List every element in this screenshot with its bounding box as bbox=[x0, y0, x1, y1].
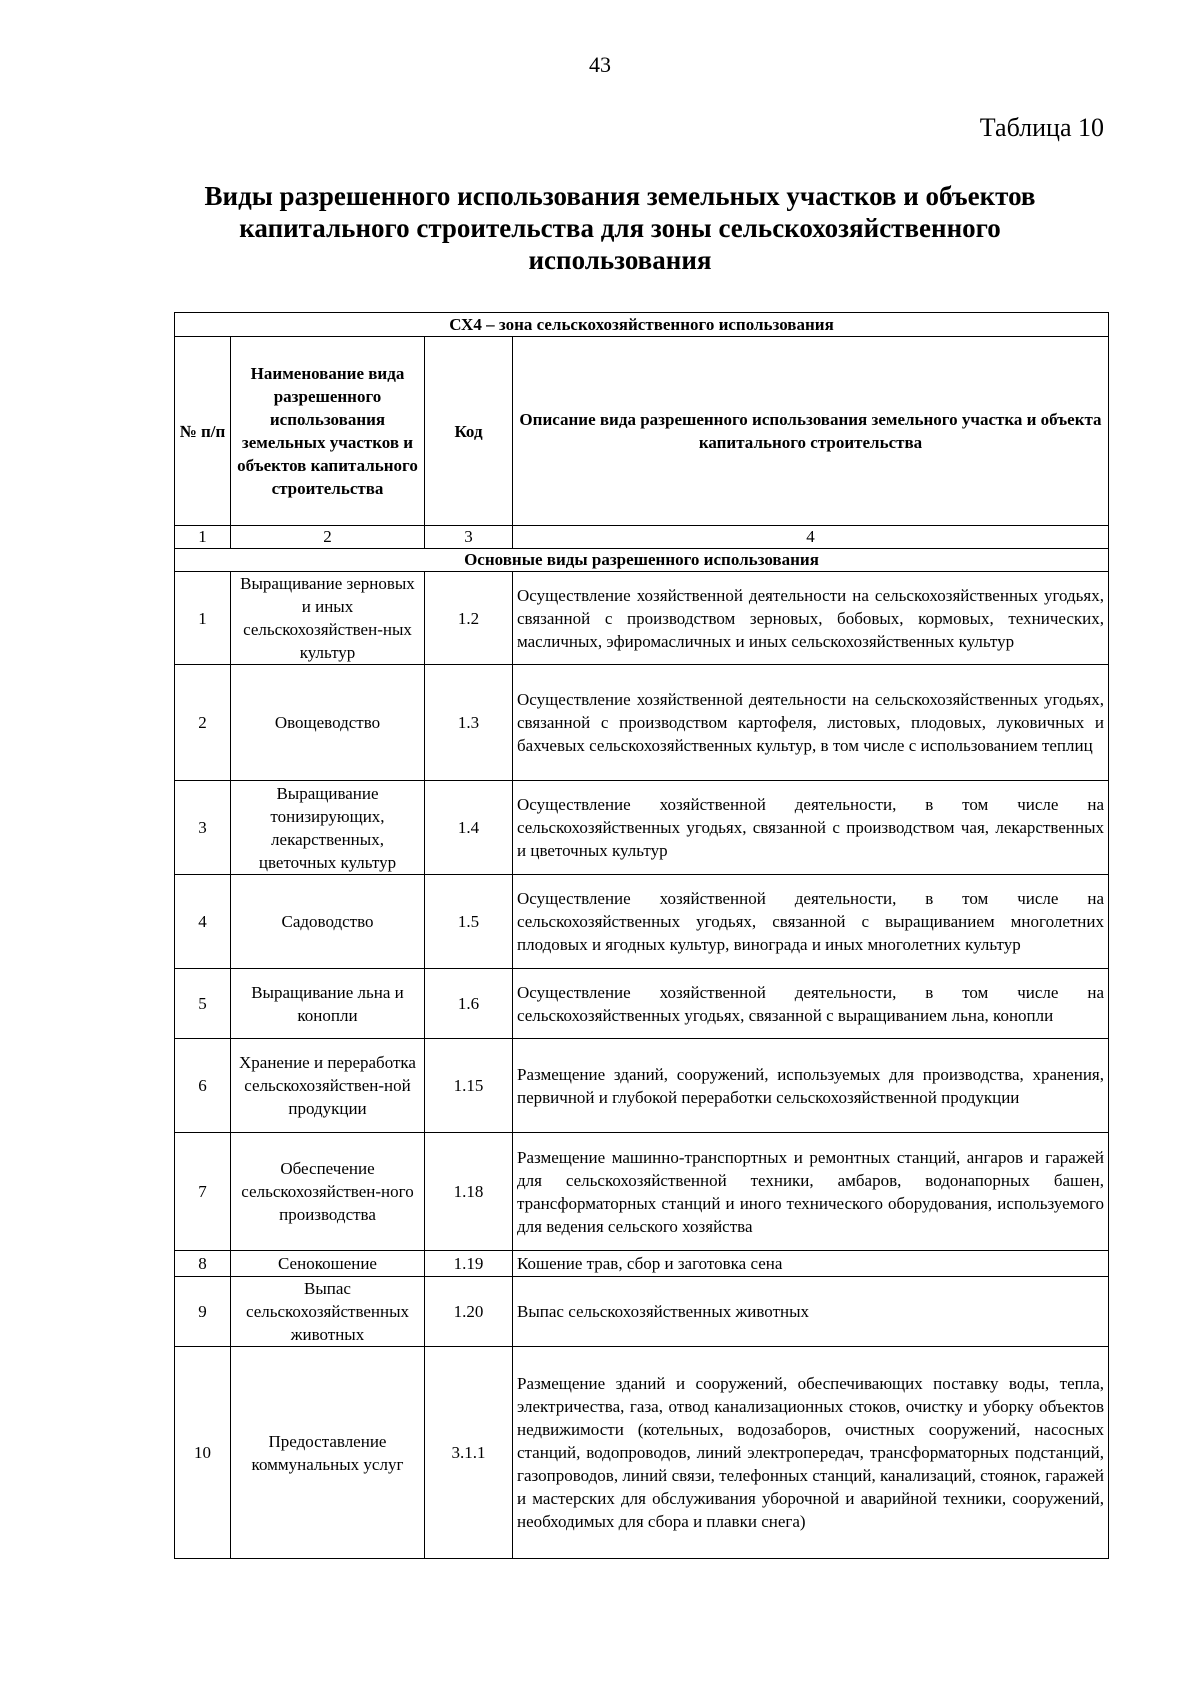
row-code: 1.20 bbox=[425, 1277, 513, 1347]
column-index: 1 bbox=[175, 526, 231, 549]
document-title: Виды разрешенного использования земельных участков и объектов капитального строительства для зоны сельскохозяйственного использования bbox=[204, 181, 1036, 275]
row-code: 1.15 bbox=[425, 1039, 513, 1133]
row-name: Садоводство bbox=[231, 875, 425, 969]
page-number: 43 bbox=[589, 52, 611, 77]
column-header-code: Код bbox=[425, 337, 513, 526]
table-row bbox=[175, 875, 1109, 969]
row-description: Кошение трав, сбор и заготовка сена bbox=[513, 1251, 1109, 1277]
row-name: Предоставление коммунальных услуг bbox=[231, 1347, 425, 1559]
row-name: Выращивание зерновых и иных сельскохозяйствен-ных культур bbox=[231, 572, 425, 665]
row-code: 1.6 bbox=[425, 969, 513, 1039]
table-row bbox=[175, 969, 1109, 1039]
column-index: 3 bbox=[425, 526, 513, 549]
row-code: 1.3 bbox=[425, 665, 513, 781]
row-name: Овощеводство bbox=[231, 665, 425, 781]
row-description: Размещение машинно-транспортных и ремонтных станций, ангаров и гаражей для сельскохозяйственной техники, амбаров, водонапорных башен, трансформаторных станций и иного технического оборудования, используемого для ведения сельского хозяйства bbox=[513, 1133, 1109, 1251]
row-code: 1.18 bbox=[425, 1133, 513, 1251]
row-number: 10 bbox=[175, 1347, 231, 1559]
table-row bbox=[175, 781, 1109, 875]
table-label: Таблица 10 bbox=[979, 113, 1104, 142]
column-header-name: Наименование вида разрешенного использования земельных участков и объектов капитального строительства bbox=[231, 337, 425, 526]
table-row bbox=[175, 1251, 1109, 1277]
row-number: 4 bbox=[175, 875, 231, 969]
table-row bbox=[175, 1133, 1109, 1251]
row-number: 1 bbox=[175, 572, 231, 665]
row-description: Осуществление хозяйственной деятельности на сельскохозяйственных угодьях, связанной с производством картофеля, листовых, плодовых, луковичных и бахчевых сельскохозяйственных культур, в том числе с использованием теплиц bbox=[513, 665, 1109, 781]
table-row bbox=[175, 1277, 1109, 1347]
land-use-table bbox=[174, 312, 1109, 1559]
row-code: 1.19 bbox=[425, 1251, 513, 1277]
row-name: Обеспечение сельскохозяйствен-ного производства bbox=[231, 1133, 425, 1251]
table-row bbox=[175, 665, 1109, 781]
column-index: 4 bbox=[513, 526, 1109, 549]
row-code: 3.1.1 bbox=[425, 1347, 513, 1559]
section-title: Основные виды разрешенного использования bbox=[175, 549, 1109, 572]
column-index: 2 bbox=[231, 526, 425, 549]
row-code: 1.2 bbox=[425, 572, 513, 665]
row-description: Размещение зданий и сооружений, обеспечивающих поставку воды, тепла, электричества, газа, отвод канализационных стоков, очистку и уборку объектов недвижимости (котельных, водозаборов, очистных сооружений, насосных станций, водопроводов, линий электропередач, трансформаторных подстанций, газопроводов, линий связи, телефонных станций, канализаций, стоянок, гаражей и мастерских для обслуживания уборочной и аварийной техники, сооружений, необходимых для сбора и плавки снега) bbox=[513, 1347, 1109, 1559]
row-name: Выращивание тонизирующих, лекарственных, цветочных культур bbox=[231, 781, 425, 875]
row-description: Осуществление хозяйственной деятельности, в том числе на сельскохозяйственных угодьях, связанной с выращиванием многолетних плодовых и ягодных культур, винограда и иных многолетних культур bbox=[513, 875, 1109, 969]
zone-header: СХ4 – зона сельскохозяйственного использования bbox=[175, 313, 1109, 337]
column-header-number: № п/п bbox=[175, 337, 231, 526]
row-name: Выпас сельскохозяйственных животных bbox=[231, 1277, 425, 1347]
table-row bbox=[175, 572, 1109, 665]
row-description: Размещение зданий, сооружений, используемых для производства, хранения, первичной и глубокой переработки сельскохозяйственной продукции bbox=[513, 1039, 1109, 1133]
row-name: Хранение и переработка сельскохозяйствен-ной продукции bbox=[231, 1039, 425, 1133]
row-name: Выращивание льна и конопли bbox=[231, 969, 425, 1039]
zone-header-row bbox=[175, 313, 1109, 337]
row-number: 6 bbox=[175, 1039, 231, 1133]
row-number: 3 bbox=[175, 781, 231, 875]
table-row bbox=[175, 1347, 1109, 1559]
row-number: 7 bbox=[175, 1133, 231, 1251]
section-title-row bbox=[175, 549, 1109, 572]
row-number: 5 bbox=[175, 969, 231, 1039]
row-number: 8 bbox=[175, 1251, 231, 1277]
row-description: Осуществление хозяйственной деятельности на сельскохозяйственных угодьях, связанной с производством зерновых, бобовых, кормовых, технических, масличных, эфиромасличных и иных сельскохозяйственных культур bbox=[513, 572, 1109, 665]
column-index-row bbox=[175, 526, 1109, 549]
row-code: 1.4 bbox=[425, 781, 513, 875]
row-number: 9 bbox=[175, 1277, 231, 1347]
column-header-row bbox=[175, 337, 1109, 526]
table-row bbox=[175, 1039, 1109, 1133]
row-number: 2 bbox=[175, 665, 231, 781]
row-name: Сенокошение bbox=[231, 1251, 425, 1277]
column-header-description: Описание вида разрешенного использования земельного участка и объекта капитального строительства bbox=[513, 337, 1109, 526]
row-description: Осуществление хозяйственной деятельности, в том числе на сельскохозяйственных угодьях, связанной с выращиванием льна, конопли bbox=[513, 969, 1109, 1039]
row-description: Осуществление хозяйственной деятельности, в том числе на сельскохозяйственных угодьях, связанной с производством чая, лекарственных и цветочных культур bbox=[513, 781, 1109, 875]
row-code: 1.5 bbox=[425, 875, 513, 969]
row-description: Выпас сельскохозяйственных животных bbox=[513, 1277, 1109, 1347]
